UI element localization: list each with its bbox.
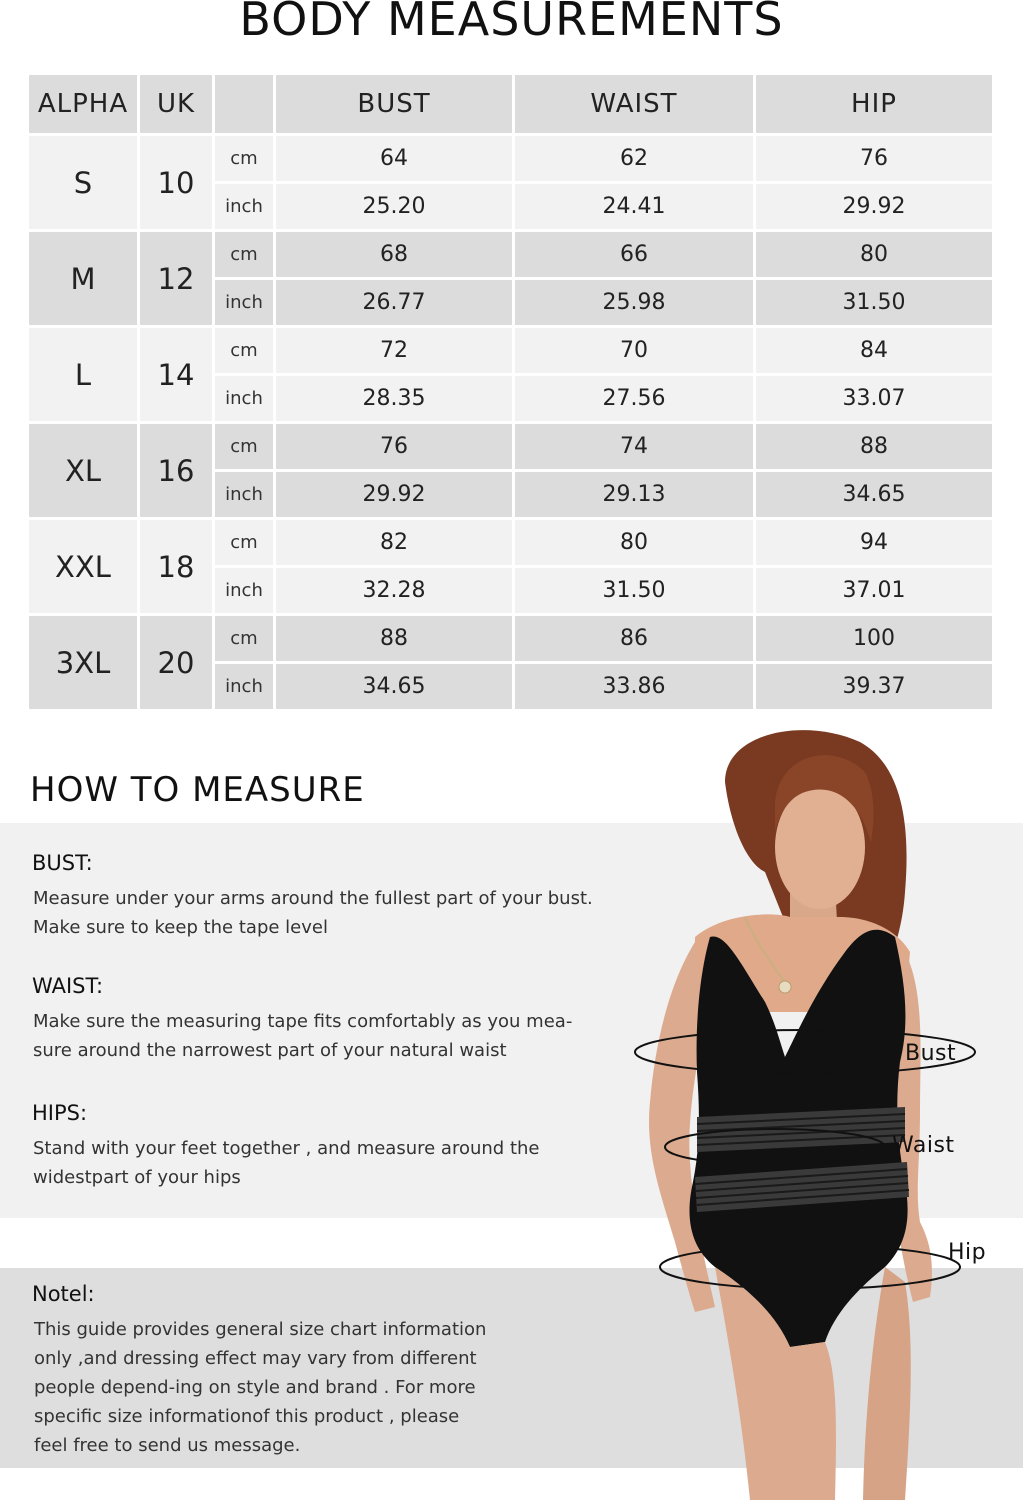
header-hip: HIP <box>756 75 992 133</box>
hips-instructions <box>33 1134 593 1192</box>
hip-inch: 33.07 <box>756 376 992 421</box>
hip-inch: 29.92 <box>756 184 992 229</box>
waist-cm: 70 <box>515 328 753 373</box>
note-heading: Notel: <box>32 1282 95 1306</box>
size-group-m <box>29 232 992 325</box>
hip-inch: 37.01 <box>756 568 992 613</box>
uk-size: 20 <box>140 616 212 709</box>
table-row <box>29 616 992 661</box>
unit-label: cm <box>215 520 273 565</box>
alpha-size: XXL <box>29 520 137 613</box>
unit-label: inch <box>215 184 273 229</box>
hip-inch: 31.50 <box>756 280 992 325</box>
hip-inch: 39.37 <box>756 664 992 709</box>
waist-cm: 62 <box>515 136 753 181</box>
waist-inch: 33.86 <box>515 664 753 709</box>
table-row <box>29 424 992 469</box>
bust-inch: 34.65 <box>276 664 512 709</box>
header-uk: UK <box>140 75 212 133</box>
uk-size: 16 <box>140 424 212 517</box>
hip-inch: 34.65 <box>756 472 992 517</box>
bust-cm: 64 <box>276 136 512 181</box>
note-text <box>34 1315 504 1460</box>
waist-inch: 27.56 <box>515 376 753 421</box>
bust-cm: 88 <box>276 616 512 661</box>
hips-heading: HIPS: <box>32 1101 88 1125</box>
header-waist: WAIST <box>515 75 753 133</box>
hips-instruction-line: Stand with your feet together , and measure around the <box>33 1138 540 1159</box>
size-group-3xl <box>29 616 992 709</box>
bust-inch: 26.77 <box>276 280 512 325</box>
waist-instruction-line: Make sure the measuring tape fits comfortably as you mea- <box>33 1011 573 1032</box>
hip-cm: 84 <box>756 328 992 373</box>
hips-instruction-line: widestpart of your hips <box>33 1167 241 1188</box>
size-group-xl <box>29 424 992 517</box>
waist-instruction-line: sure around the narrowest part of your natural waist <box>33 1040 507 1061</box>
header-alpha: ALPHA <box>29 75 137 133</box>
bust-instructions <box>33 884 593 942</box>
note-line: specific size informationof this product , please <box>34 1406 460 1427</box>
unit-label: cm <box>215 232 273 277</box>
bust-cm: 82 <box>276 520 512 565</box>
bust-inch: 28.35 <box>276 376 512 421</box>
model-photo <box>575 722 1023 1500</box>
unit-label: inch <box>215 568 273 613</box>
unit-label: inch <box>215 472 273 517</box>
note-line: people depend-ing on style and brand . For more <box>34 1377 476 1398</box>
waist-callout: Waist <box>892 1133 955 1158</box>
waist-instructions <box>33 1007 593 1065</box>
size-group-s <box>29 136 992 229</box>
waist-cm: 80 <box>515 520 753 565</box>
uk-size: 12 <box>140 232 212 325</box>
table-header-row <box>29 75 992 133</box>
table-row <box>29 232 992 277</box>
unit-label: cm <box>215 328 273 373</box>
bust-cm: 76 <box>276 424 512 469</box>
note-line: feel free to send us message. <box>34 1435 301 1456</box>
uk-size: 14 <box>140 328 212 421</box>
waist-inch: 25.98 <box>515 280 753 325</box>
table-row <box>29 136 992 181</box>
unit-label: cm <box>215 136 273 181</box>
bust-cm: 72 <box>276 328 512 373</box>
waist-cm: 74 <box>515 424 753 469</box>
waist-inch: 24.41 <box>515 184 753 229</box>
size-group-xxl <box>29 520 992 613</box>
bust-heading: BUST: <box>32 851 93 875</box>
alpha-size: L <box>29 328 137 421</box>
hip-cm: 80 <box>756 232 992 277</box>
alpha-size: XL <box>29 424 137 517</box>
bust-cm: 68 <box>276 232 512 277</box>
page-title: BODY MEASUREMENTS <box>239 0 784 46</box>
unit-label: inch <box>215 664 273 709</box>
unit-label: cm <box>215 616 273 661</box>
hip-cm: 76 <box>756 136 992 181</box>
waist-cm: 86 <box>515 616 753 661</box>
alpha-size: 3XL <box>29 616 137 709</box>
unit-label: cm <box>215 424 273 469</box>
waist-inch: 31.50 <box>515 568 753 613</box>
table-row <box>29 520 992 565</box>
bust-inch: 25.20 <box>276 184 512 229</box>
size-chart-table <box>26 72 995 712</box>
hip-cm: 100 <box>756 616 992 661</box>
bust-instruction-line: Make sure to keep the tape level <box>33 917 328 938</box>
unit-label: inch <box>215 280 273 325</box>
hip-cm: 88 <box>756 424 992 469</box>
header-bust: BUST <box>276 75 512 133</box>
note-line: This guide provides general size chart information <box>34 1319 487 1340</box>
uk-size: 18 <box>140 520 212 613</box>
alpha-size: M <box>29 232 137 325</box>
alpha-size: S <box>29 136 137 229</box>
table-row <box>29 328 992 373</box>
bust-inch: 32.28 <box>276 568 512 613</box>
note-line: only ,and dressing effect may vary from different <box>34 1348 477 1369</box>
bust-instruction-line: Measure under your arms around the fullest part of your bust. <box>33 888 593 909</box>
waist-inch: 29.13 <box>515 472 753 517</box>
size-group-l <box>29 328 992 421</box>
how-to-measure-title: HOW TO MEASURE <box>30 770 365 810</box>
hip-cm: 94 <box>756 520 992 565</box>
waist-heading: WAIST: <box>32 974 104 998</box>
bust-callout: Bust <box>905 1041 957 1066</box>
uk-size: 10 <box>140 136 212 229</box>
unit-label: inch <box>215 376 273 421</box>
hip-callout: Hip <box>948 1240 987 1265</box>
bust-inch: 29.92 <box>276 472 512 517</box>
waist-cm: 66 <box>515 232 753 277</box>
header-unit <box>215 75 273 133</box>
